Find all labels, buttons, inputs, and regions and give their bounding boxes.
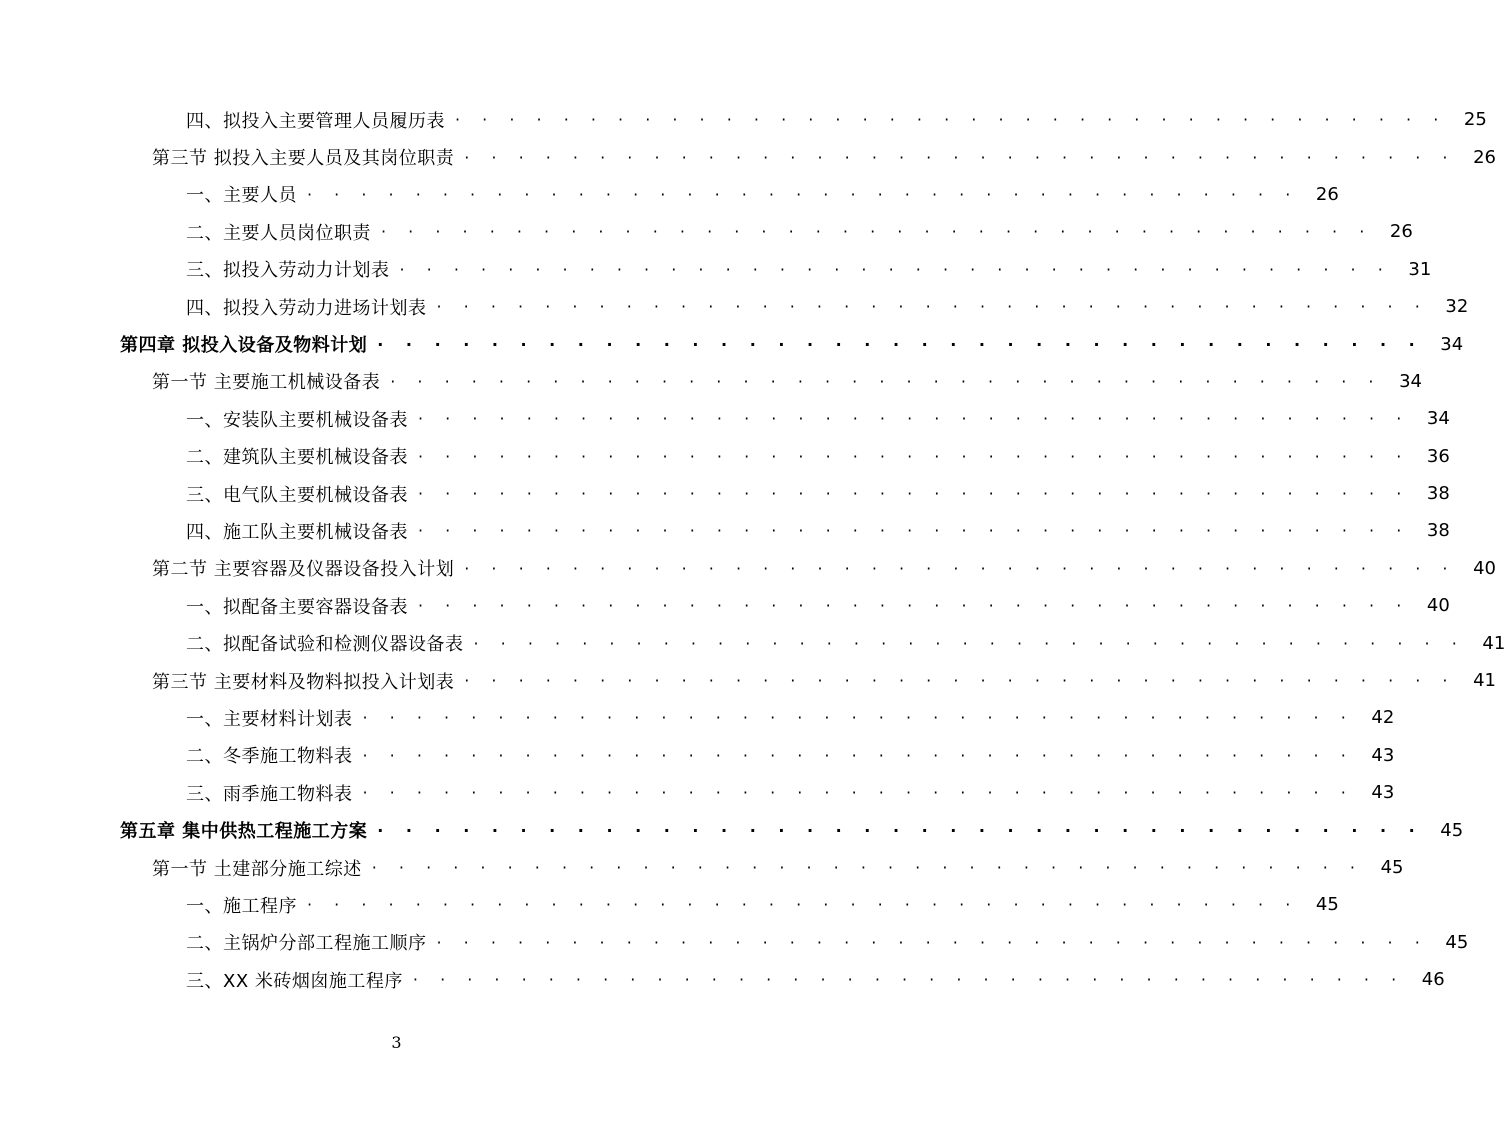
toc-entry[interactable] (0, 400, 1450, 437)
toc-entry-title: 二、主锅炉分部工程施工顺序 (186, 933, 427, 955)
toc-entry-page: 34 (1440, 333, 1464, 355)
dot-leader: · · · · · · · · · · · · · · · · · · · · · · · · · · · · · · · · · · · · · (464, 558, 1457, 578)
dot-leader: · · · · · · · · · · · · · · · · · · · · · · · · · · · · · · · · · · · · · (464, 671, 1457, 691)
toc-entry-page: 43 (1371, 782, 1395, 804)
toc-entry-title: 二、建筑队主要机械设备表 (186, 447, 408, 469)
toc-entry-title: 二、主要人员岗位职责 (186, 222, 371, 244)
dot-leader: · · · · · · · · · · · · · · · · · · · · · · · · · · · · · · · · · · · · · (381, 222, 1373, 242)
toc-entry-title: 一、主要人员 (186, 185, 297, 207)
toc-entry-title: 四、拟投入劳动力进场计划表 (186, 297, 427, 319)
dot-leader: · · · · · · · · · · · · · · · · · · · · · · · · · · · · · · · · · · · · · (418, 409, 1410, 429)
dot-leader: · · · · · · · · · · · · · · · · · · · · · · · · · · · · · · · · · · · · · (412, 970, 1405, 990)
toc-entry[interactable] (0, 961, 1445, 998)
toc-entry-page: 40 (1473, 557, 1497, 579)
page-number: 3 (391, 1033, 402, 1052)
toc-entry-title: 二、拟配备试验和检测仪器设备表 (186, 634, 464, 656)
dot-leader: · · · · · · · · · · · · · · · · · · · · · · · · · · · · · · · · · · · · · (418, 484, 1410, 504)
dot-leader: · · · · · · · · · · · · · · · · · · · · · · · · · · · · · · · · · · · · · (464, 147, 1457, 167)
toc-entry-title: 三、XX 米砖烟囱施工程序 (186, 970, 403, 992)
dot-leader: · · · · · · · · · · · · · · · · · · · · · · · · · · · · · · · · · · · · · (455, 110, 1447, 130)
dot-leader: · · · · · · · · · · · · · · · · · · · · · · · · · · · · · · · · · · · · · (436, 932, 1429, 952)
toc-entry[interactable] (0, 288, 1469, 325)
toc-entry-page: 38 (1426, 483, 1450, 505)
toc-entry-page: 26 (1389, 221, 1413, 243)
toc-entry[interactable] (0, 251, 1432, 288)
toc-entry-page: 34 (1426, 408, 1450, 430)
toc-entry[interactable] (0, 737, 1395, 774)
toc-entry[interactable] (0, 363, 1423, 400)
dot-leader: · · · · · · · · · · · · · · · · · · · · · · · · · · · · · · · · · · · · · (399, 259, 1392, 279)
toc-entry-title: 四、拟投入主要管理人员履历表 (186, 110, 445, 132)
toc-entry-page: 45 (1315, 894, 1339, 916)
toc-entry-chapter[interactable] (0, 811, 1464, 848)
toc-entry[interactable] (0, 213, 1413, 250)
toc-entry-title: 三、拟投入劳动力计划表 (186, 260, 390, 282)
toc-entry-page: 45 (1440, 819, 1464, 841)
dot-leader: · · · · · · · · · · · · · · · · · · · · · · · · · · · · · · · · · · · · · (377, 334, 1424, 354)
toc-entry-chapter[interactable] (0, 325, 1464, 362)
dot-leader: · · · · · · · · · · · · · · · · · · · · · · · · · · · · · · · · · · · · · (371, 858, 1364, 877)
toc-entry-page: 46 (1421, 969, 1445, 991)
toc-entry[interactable] (0, 512, 1450, 549)
toc-entry[interactable] (0, 849, 1404, 886)
dot-leader: · · · · · · · · · · · · · · · · · · · · · · · · · · · · · · · · · · · · · (307, 895, 1299, 915)
toc-entry-title: 一、主要材料计划表 (186, 708, 353, 730)
toc-entry-title: 二、冬季施工物料表 (186, 746, 353, 768)
toc-entry[interactable] (0, 438, 1450, 475)
dot-leader: · · · · · · · · · · · · · · · · · · · · · · · · · · · · · · · · · · · · · (418, 521, 1410, 541)
dot-leader: · · · · · · · · · · · · · · · · · · · · · · · · · · · · · · · · · · · · · (362, 708, 1355, 728)
toc-entry-page: 26 (1473, 146, 1497, 168)
toc-entry-page: 40 (1426, 595, 1450, 617)
dot-leader: · · · · · · · · · · · · · · · · · · · · · · · · · · · · · · · · · · · · · (377, 820, 1424, 840)
toc-entry-title: 第三节 主要材料及物料拟投入计划表 (152, 671, 455, 693)
toc-entry-page: 41 (1473, 670, 1497, 692)
toc-entry[interactable] (0, 101, 1487, 138)
toc-entry[interactable] (0, 886, 1339, 923)
toc-entry-title: 一、拟配备主要容器设备表 (186, 596, 408, 618)
toc-entry[interactable] (0, 624, 1505, 661)
dot-leader: · · · · · · · · · · · · · · · · · · · · · · · · · · · · · · · · · · · · · (362, 783, 1355, 803)
dot-leader: · · · · · · · · · · · · · · · · · · · · · · · · · · · · · · · · · · · · · (436, 297, 1429, 317)
dot-leader: · · · · · · · · · · · · · · · · · · · · · · · · · · · · · · · · · · · · · (473, 633, 1466, 653)
toc-entry-title: 一、施工程序 (186, 895, 297, 917)
toc-entry-page: 25 (1463, 109, 1487, 131)
toc-entry-page: 36 (1426, 445, 1450, 467)
toc-entry[interactable] (0, 699, 1395, 736)
toc-entry-page: 43 (1371, 744, 1395, 766)
toc-entry[interactable] (0, 924, 1469, 961)
toc-entry[interactable] (0, 662, 1497, 699)
toc-entry-page: 31 (1408, 258, 1432, 280)
toc-entry-page: 41 (1482, 632, 1505, 654)
toc-entry-page: 32 (1445, 296, 1469, 318)
toc-entry-title: 第三节 拟投入主要人员及其岗位职责 (152, 148, 455, 170)
toc-entry-title: 第五章 集中供热工程施工方案 (120, 821, 368, 843)
toc-entry[interactable] (0, 587, 1450, 624)
toc-entry[interactable] (0, 176, 1339, 213)
dot-leader: · · · · · · · · · · · · · · · · · · · · · · · · · · · · · · · · · · · · · (390, 371, 1383, 391)
toc-entry-page: 45 (1445, 931, 1469, 953)
toc-entry-page: 34 (1399, 370, 1423, 392)
toc-entry-page: 26 (1315, 183, 1339, 205)
dot-leader: · · · · · · · · · · · · · · · · · · · · · · · · · · · · · · · · · · · · · (418, 446, 1410, 466)
table-of-contents (0, 101, 1505, 998)
dot-leader: · · · · · · · · · · · · · · · · · · · · · · · · · · · · · · · · · · · · · (362, 745, 1355, 765)
toc-entry-title: 第一节 土建部分施工综述 (152, 858, 362, 880)
toc-entry-title: 第一节 主要施工机械设备表 (152, 372, 381, 394)
toc-entry-title: 三、雨季施工物料表 (186, 783, 353, 805)
toc-entry[interactable] (0, 774, 1395, 811)
toc-entry-title: 第四章 拟投入设备及物料计划 (120, 335, 368, 357)
toc-entry-page: 38 (1426, 520, 1450, 542)
dot-leader: · · · · · · · · · · · · · · · · · · · · · · · · · · · · · · · · · · · · · (307, 184, 1299, 204)
toc-entry-title: 四、施工队主要机械设备表 (186, 521, 408, 543)
toc-entry[interactable] (0, 550, 1497, 587)
toc-entry-title: 第二节 主要容器及仪器设备投入计划 (152, 559, 455, 581)
toc-entry-title: 一、安装队主要机械设备表 (186, 409, 408, 431)
dot-leader: · · · · · · · · · · · · · · · · · · · · · · · · · · · · · · · · · · · · · (418, 596, 1410, 616)
toc-entry-page: 42 (1371, 707, 1395, 729)
toc-entry[interactable] (0, 138, 1497, 175)
toc-entry-page: 45 (1380, 857, 1404, 878)
toc-entry[interactable] (0, 475, 1450, 512)
toc-entry-title: 三、电气队主要机械设备表 (186, 484, 408, 506)
